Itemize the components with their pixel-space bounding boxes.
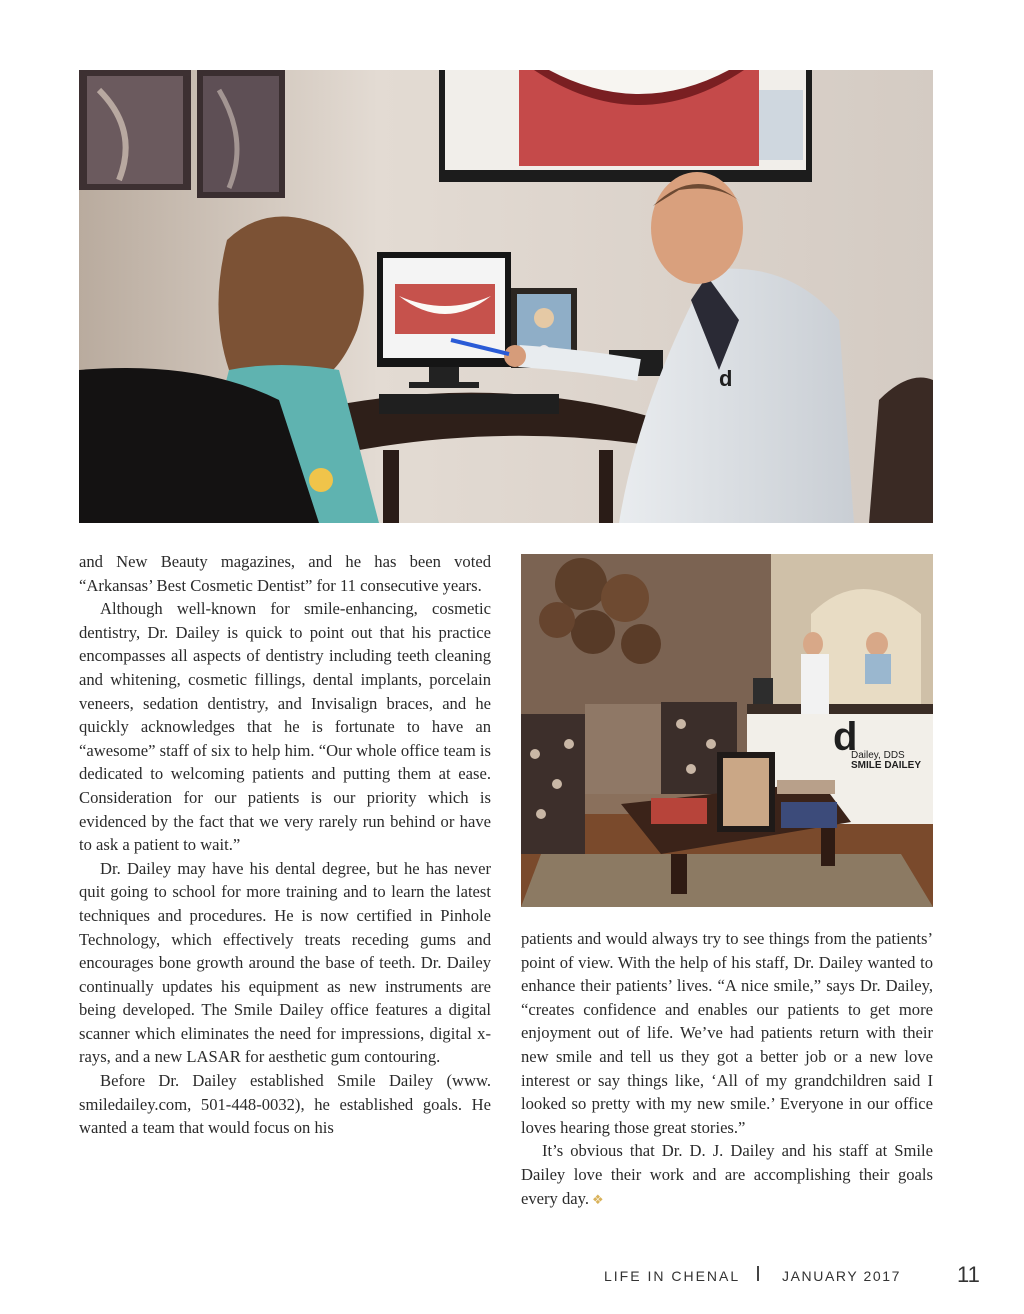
article-column-right — [521, 927, 933, 1212]
reception-sign-line2: SMILE DAILEY — [851, 760, 922, 771]
reception-sign-line1: Dailey, DDS — [851, 750, 905, 761]
visitor-body — [801, 654, 829, 714]
rug — [521, 854, 933, 907]
left-paragraph-2: Although well-known for smile-enhancing, cosmetic dentistry, Dr. Dailey is quick to point out that his practice encompasses all aspects of dentistry including teeth cleaning and whitening, cosmetic fillings, dental implants, porcelain veneers, sedation dentistry, and Invisalign braces, and he quickly acknowledges that he is fortunate to have an “awesome” staff of six to help him. “Our whole office team is dedicated to welcoming patients and putting them at ease. Consideration for our patients is our priority which is evidenced by the fact that we very rarely run behind or have to ask a patient to wait.” — [79, 599, 491, 855]
dentist-office-illustration — [79, 70, 933, 523]
article-column-left — [79, 550, 491, 1140]
right-paragraph-2 — [521, 1139, 933, 1212]
left-paragraph-1: and New Beauty magazines, and he has been voted “Arkansas’ Best Cosmetic Dentist” for 11 consecutive years. — [79, 552, 491, 595]
visitor-head — [803, 632, 823, 656]
publication-name: LIFE IN CHENAL — [604, 1268, 741, 1284]
photo-reception-area — [521, 554, 933, 907]
page-footer — [560, 1262, 980, 1290]
right-paragraph-2-text: It’s obvious that Dr. D. J. Dailey and his staff at Smile Dailey love their work and are accomplishing their goals every day. — [521, 1141, 933, 1208]
footer-divider — [757, 1266, 759, 1281]
left-paragraph-3: Dr. Dailey may have his dental degree, but he has never quit going to school for more training and to learn the latest techniques and procedures. He is now certified in Pinhole Technology, which effectively treats receding gums and encourages bone growth around the base of teeth. Dr. Dailey continually updates his equipment as new instruments are being developed. The Smile Dailey office features a digital scanner which eliminates the need for impressions, digital x-rays, and a new LASAR for aesthetic gum contouring. — [79, 858, 491, 1067]
keyboard — [379, 394, 559, 414]
reception-logo-mark: d — [833, 715, 858, 759]
patient-hair — [218, 216, 363, 380]
reception-illustration — [521, 554, 933, 907]
end-mark-icon: ❖ — [592, 1192, 604, 1208]
coat-logo-mark: d — [719, 366, 733, 391]
page-number: 11 — [957, 1262, 980, 1287]
right-paragraph-1: patients and would always try to see things from the patients’ point of view. With the help of his staff, Dr. Dailey wanted to enhance their patients’ lives. “A nice smile,” says Dr. Dailey, “creates confidence and enables our patients to get more enjoyment out of life. We’ve had patients return with their new smile and tell us they got a better job or a new love interest or say things like, ‘All of my grandchildren said I looked so pretty with my new smile.’ Everyone in our office loves hearing those great stories.” — [521, 929, 933, 1137]
dentist-arm — [519, 356, 639, 370]
photo-dentist-with-patient — [79, 70, 933, 523]
issue-date: JANUARY 2017 — [782, 1268, 902, 1284]
armchair-center — [585, 704, 665, 794]
dentist-face — [651, 172, 743, 284]
receptionist-head — [866, 632, 888, 656]
wall-disc-decor — [555, 558, 607, 610]
magazines — [651, 798, 707, 824]
left-paragraph-4: Before Dr. Dailey established Smile Dailey (www. smiledailey.com, 501-448-0032), he established goals. He wanted a team that would focus on his — [79, 1071, 491, 1138]
